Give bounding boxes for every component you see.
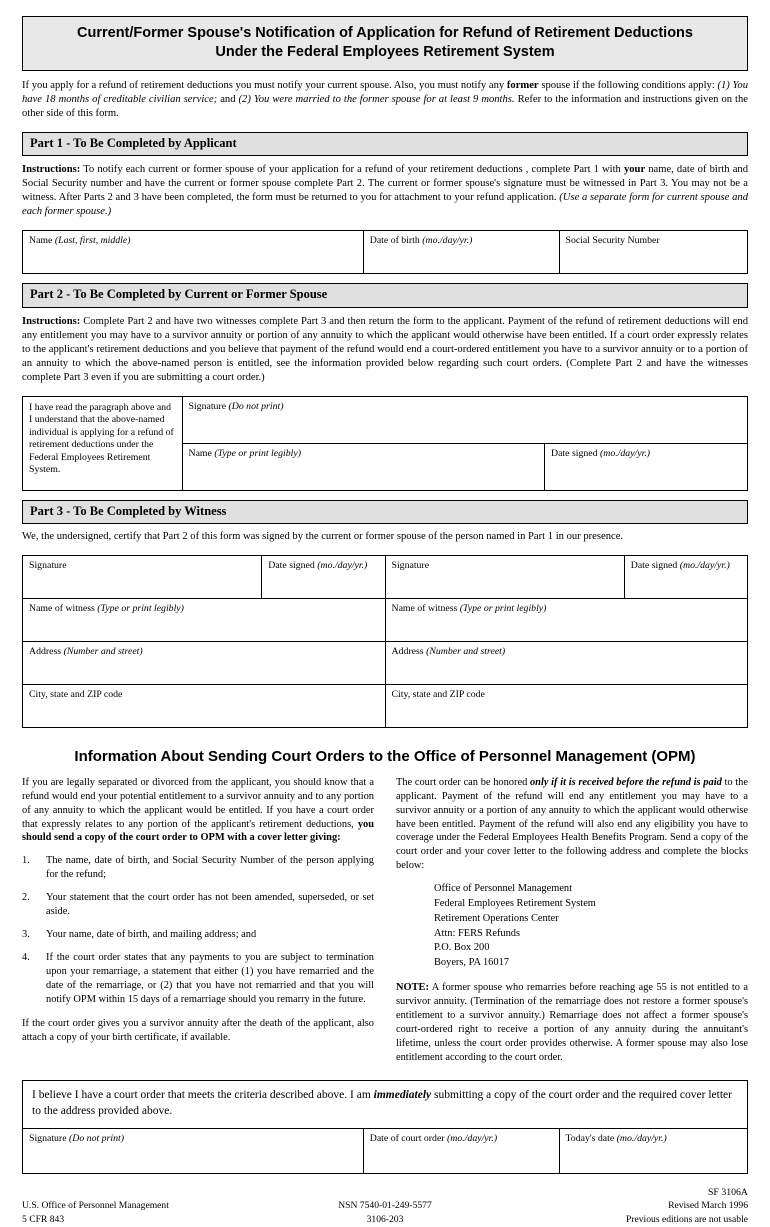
remarriage-note (396, 981, 748, 1065)
right-paragraph (396, 776, 748, 874)
list-item (22, 891, 374, 919)
field-hint-todays-date: (mo./day/yr.) (616, 1132, 667, 1144)
field-hint-witness2-name: (Type or print legibly) (459, 602, 547, 614)
footer-row-2 (22, 1214, 748, 1227)
belief-text-c: submitting a copy of the court order and the required cover letter to the address provided above. (32, 1089, 732, 1117)
field-hint-date-signed: (mo./day/yr.) (599, 447, 651, 459)
form-title (22, 16, 748, 71)
field-label-todays-date: Today's date (565, 1132, 615, 1144)
intro-text-e: and (217, 93, 239, 105)
left-paragraph (22, 776, 374, 846)
part3-fields-table (22, 555, 748, 728)
field-witness1-address[interactable] (23, 641, 386, 684)
field-hint-name: (Last, first, middle) (54, 235, 131, 247)
address-line: Federal Employees Retirement System (434, 898, 596, 910)
table-row (23, 396, 748, 443)
field-label-witness2-date: Date signed (630, 559, 678, 571)
field-label-witness2-name: Name of witness (391, 602, 458, 614)
field-witness2-name[interactable] (385, 598, 748, 641)
footer-form-code: 3106-203 (366, 1213, 404, 1225)
field-label-ssn: Social Security Number (565, 235, 660, 247)
intro-paragraph (22, 79, 748, 121)
field-label-dob: Date of birth (369, 235, 420, 247)
field-label-date-signed: Date signed (551, 447, 598, 459)
part1-header: Part 1 - To Be Completed by Applicant (22, 132, 748, 157)
field-label-witness2-address: Address (391, 645, 424, 657)
part3-certification: We, the undersigned, certify that Part 2 of this form was signed by the current or former spouse of the person named in Part 1 in our presence. (22, 531, 624, 543)
part2-acknowledgement-text: I have read the paragraph above and I understand that the above-named individual is applying for a refund of retirement deductions under the Federal Employees Retirement System. (29, 401, 174, 476)
belief-signature-table (22, 1128, 748, 1174)
part3-header: Part 3 - To Be Completed by Witness (22, 500, 748, 525)
field-hint-signature: (Do not print) (228, 400, 284, 412)
list-item-number: 2. (22, 892, 30, 904)
note-label: NOTE: (396, 981, 429, 993)
field-label-witness2-city: City, state and ZIP code (391, 688, 485, 700)
footer-revised: Revised March 1996 (668, 1199, 748, 1211)
right-paragraph-a: The court order can be honored (396, 776, 530, 788)
left-paragraph-a: If you are legally separated or divorced from the applicant, you should know that a refund would end your potential entitlement to a survivor annuity and to any portion of any annuity to which the applicant would be entitled. If you have a court order that expressly relates to any portion of the applicant's retirement deductions, (22, 776, 374, 830)
footer-agency: U.S. Office of Personnel Management (22, 1199, 169, 1211)
part2-acknowledgement (23, 396, 183, 490)
table-row (23, 684, 748, 727)
field-hint-belief-signature: (Do not print) (69, 1132, 124, 1144)
field-hint-printed-name: (Type or print legibly) (214, 447, 301, 459)
court-order-info-right (396, 776, 748, 1065)
part1-instructions-label: Instructions: (22, 164, 81, 176)
form-title-line1: Current/Former Spouse's Notification of Application for Refund of Retirement Deductions (77, 25, 693, 41)
field-label-witness2-signature: Signature (391, 559, 430, 571)
footer-form-number: SF 3106A (707, 1186, 748, 1198)
left-closing-paragraph: If the court order gives you a survivor annuity after the death of the applicant, also attach a copy of your birth certificate, if available. (22, 1017, 374, 1043)
address-line: P.O. Box 200 (434, 942, 490, 954)
right-paragraph-bold-italic: only if it is received before the refund is paid (529, 776, 722, 788)
list-item-number: 1. (22, 855, 30, 867)
field-witness1-date[interactable] (262, 555, 385, 598)
field-court-order-date[interactable] (363, 1128, 559, 1173)
field-label-name: Name (29, 235, 53, 247)
field-label-printed-name: Name (188, 447, 212, 459)
field-witness1-name[interactable] (23, 598, 386, 641)
footer-previous-editions: Previous editions are not usable (625, 1213, 748, 1225)
court-order-belief-statement (22, 1080, 748, 1127)
field-hint-witness1-address: (Number and street) (63, 645, 143, 657)
court-order-info-left (22, 776, 374, 1065)
list-item (22, 951, 374, 1007)
field-witness2-address[interactable] (385, 641, 748, 684)
table-row (23, 641, 748, 684)
field-witness2-date[interactable] (624, 555, 747, 598)
form-footer (22, 1186, 748, 1227)
address-line: Attn: FERS Refunds (434, 927, 521, 939)
footer-nsn: NSN 7540-01-249-5577 (338, 1199, 432, 1211)
field-applicant-ssn[interactable] (559, 231, 748, 274)
field-label-witness1-address: Address (29, 645, 62, 657)
part2-instructions-label: Instructions: (22, 315, 81, 327)
form-page (0, 16, 770, 1225)
field-hint-witness1-name: (Type or print legibly) (97, 602, 184, 614)
address-line: Office of Personnel Management (434, 883, 573, 895)
part2-header: Part 2 - To Be Completed by Current or Former Spouse (22, 283, 748, 308)
list-item (22, 928, 374, 942)
part1-instructions-c: name, date of birth and Social Security number and have the current or former spouse complete Part 2. The current or former spouse's signature must be witnessed in Part 3. You may not be a witness. After Parts 2 and 3 have been completed, the form must be returned to you for attachment to your refund application. (22, 164, 748, 204)
field-hint-witness2-address: (Number and street) (426, 645, 506, 657)
field-hint-witness2-date: (mo./day/yr.) (679, 559, 730, 571)
field-applicant-dob[interactable] (363, 231, 559, 274)
part2-fields-table (22, 396, 748, 491)
field-label-witness1-date: Date signed (268, 559, 315, 571)
table-row (23, 598, 748, 641)
field-label-witness1-signature: Signature (29, 559, 67, 571)
field-applicant-name[interactable] (23, 231, 364, 274)
list-item (22, 854, 374, 882)
field-hint-witness1-date: (mo./day/yr.) (317, 559, 368, 571)
list-item-text: If the court order states that any payments to you are subject to termination upon your remarriage, a statement that either (1) you have remarried and the date of the remarriage, or (2) that you have not remarried and that you will notify OPM within 15 days of a remarriage should you remarry in the future. (46, 952, 374, 1005)
part1-fields-table (22, 230, 748, 274)
field-label-court-order-date: Date of court order (369, 1132, 445, 1144)
field-witness2-city[interactable] (385, 684, 748, 727)
form-title-line2: Under the Federal Employees Retirement System (215, 43, 555, 60)
part2-instructions-text: Complete Part 2 and have two witnesses complete Part 3 and then return the form to the applicant. Payment of the refund of retirement deductions will end any entitlement you may have to a survivor annuity or portion of any annuity to which the applicant would otherwise have been entitled. If a court order expressly relates to the applicant's retirement deductions and you believe that payment of the refund would end a court-ordered entitlement you have to a survivor annuity or to a portion of an annuity to which the above-named person is entitled, see the information provided below regarding such court orders. (Complete Part 2 and have the witnesses complete Part 3 even if you are submitting a court order.) (22, 315, 748, 383)
note-text: A former spouse who remarries before reaching age 55 is not entitled to a survivor annuity. (Termination of the remarriage does not restore a former spouse's entitlement to a survivor annuity.) Remarriage does not affect a former spouse's court-ordered right to receive a portion of any annuity during the annuitant's lifetime, unless the court order provides otherwise. A former spouse may also lose entitlement according to the court order. (396, 981, 748, 1063)
field-label-belief-signature: Signature (29, 1132, 67, 1144)
field-witness1-city[interactable] (23, 684, 386, 727)
intro-text-a: If you apply for a refund of retirement deductions you must notify your current spouse. Also, you must notify any (22, 79, 507, 91)
field-witness1-signature[interactable] (23, 555, 262, 598)
part2-instructions (22, 315, 748, 385)
field-spouse-signature[interactable] (182, 396, 748, 443)
table-row (23, 231, 748, 274)
table-row (23, 555, 748, 598)
list-item-number: 4. (22, 952, 30, 964)
right-paragraph-c: to the applicant. Payment of the refund will end any entitlement you may have to a survivor annuity or a portion of any annuity to which the applicant would otherwise have been entitled. Payment of the refund will also end any eligibility you have to coverage under the Federal Employees Health Benefits Program. Send a copy of the court order and your cover letter to the following address and complete the blocks below: (396, 776, 748, 872)
list-item-text: Your name, date of birth, and mailing address; and (46, 929, 257, 941)
footer-row-1 (22, 1200, 748, 1213)
field-spouse-date-signed[interactable] (545, 443, 748, 490)
field-hint-court-order-date: (mo./day/yr.) (447, 1132, 498, 1144)
address-line: Boyers, PA 16017 (434, 957, 509, 969)
court-order-info-title: Information About Sending Court Orders to the Office of Personnel Management (OPM) (74, 747, 696, 765)
field-belief-signature[interactable] (23, 1128, 364, 1173)
intro-text-g: Refer to the information and instructions given on the other side of this form. (22, 93, 748, 119)
part1-instructions (22, 163, 748, 219)
belief-text-a: I believe I have a court order that meets the criteria described above. I am (32, 1089, 374, 1102)
table-row (23, 1128, 748, 1173)
left-paragraph-bold: you should send a copy of the court order to OPM with a cover letter giving: (22, 818, 374, 844)
intro-condition-2: (2) You were married to the former spouse for at least 9 months. (238, 93, 515, 105)
part1-instructions-a: To notify each current or former spouse of your application for a refund of your retirement deductions , complete Part 1 with (80, 164, 624, 176)
opm-mailing-address (434, 882, 748, 971)
field-label-signature: Signature (188, 400, 227, 412)
field-todays-date[interactable] (559, 1128, 748, 1173)
address-line: Retirement Operations Center (434, 912, 559, 924)
part1-instructions-note: (Use a separate form for current spouse and each former spouse.) (22, 192, 748, 218)
intro-text-former: former (506, 79, 539, 91)
belief-text-immediately: immediately (373, 1089, 432, 1102)
field-label-witness1-name: Name of witness (29, 602, 95, 614)
list-item-number: 3. (22, 929, 30, 941)
list-item-text: Your statement that the court order has not been amended, superseded, or set aside. (46, 892, 374, 918)
part1-instructions-your: your (623, 164, 646, 176)
intro-condition-1: (1) You have 18 months of creditable civilian service; (22, 79, 748, 105)
intro-text-c: spouse if the following conditions apply: (538, 79, 718, 91)
field-hint-dob: (mo./day/yr.) (422, 235, 473, 247)
field-label-witness1-city: City, state and ZIP code (29, 688, 123, 700)
court-order-info-columns (22, 776, 748, 1065)
field-witness2-signature[interactable] (385, 555, 624, 598)
field-spouse-printed-name[interactable] (182, 443, 545, 490)
list-item-text: The name, date of birth, and Social Security Number of the person applying for the refund; (46, 855, 374, 881)
court-order-requirements-list (22, 854, 374, 1006)
footer-cfr: 5 CFR 843 (22, 1213, 65, 1225)
